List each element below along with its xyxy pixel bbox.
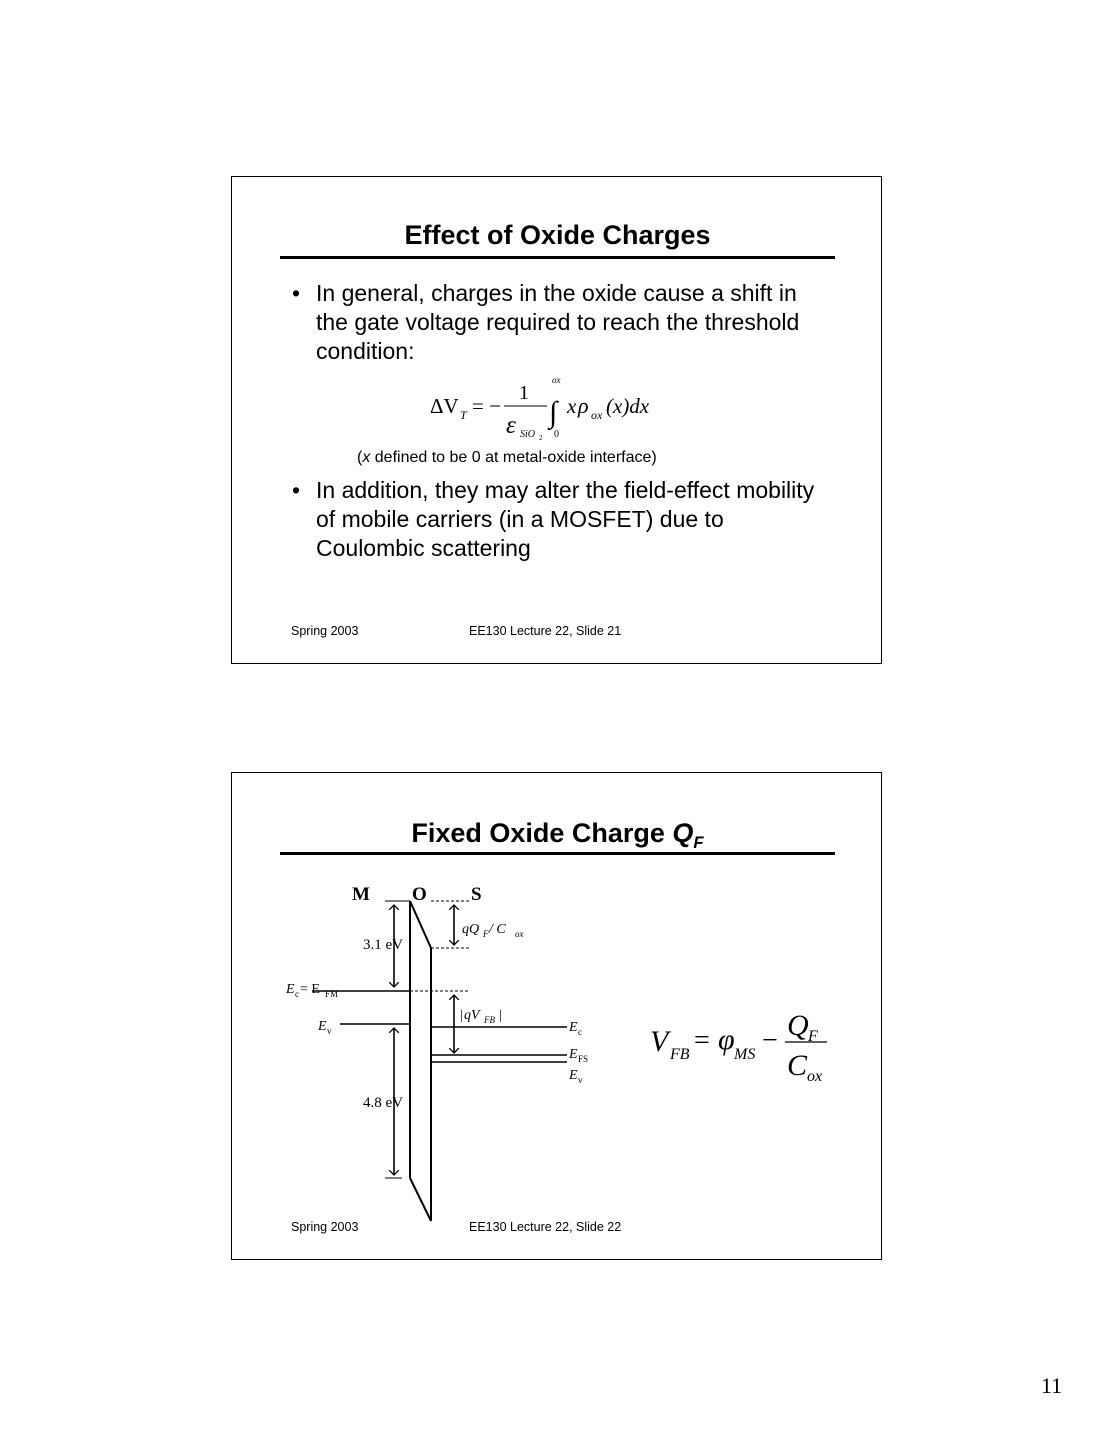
label-efm-eq: = E: [300, 982, 320, 997]
threshold-shift-equation: [422, 373, 672, 445]
eq-equals: =: [694, 1025, 710, 1056]
note-open: (: [357, 449, 363, 466]
label-3-1-ev: 3.1 eV: [363, 937, 403, 953]
label-metal: M: [352, 884, 370, 905]
footer-slide-id: EE130 Lecture 22, Slide 21: [469, 624, 622, 638]
bullet-item: [292, 476, 832, 563]
slide-22: [231, 772, 882, 1260]
eq-c-sub: ox: [807, 1068, 823, 1085]
eq-rest: (x)dx: [606, 394, 650, 418]
footer-date: Spring 2003: [291, 1220, 359, 1234]
eq-v-sub: FB: [670, 1046, 690, 1063]
page-number: 11: [1041, 1373, 1063, 1398]
equation-note: [357, 448, 657, 468]
eq-minus: −: [762, 1025, 778, 1056]
eq-x: x: [567, 394, 577, 418]
label-ev-left: E: [318, 1019, 327, 1034]
label-ev-left-sub: v: [327, 1026, 332, 1036]
eq-phi-sub: MS: [734, 1046, 756, 1063]
label-ev-right: E: [569, 1068, 578, 1083]
eq-integral: ∫: [549, 396, 558, 429]
label-qqf-sub: F: [483, 929, 489, 939]
bullet-dot: •: [292, 280, 301, 306]
eq-lhs: ΔV: [430, 394, 459, 418]
eq-q-sub: F: [808, 1028, 818, 1045]
title-underline: [280, 256, 835, 259]
eq-rho-sub: ox: [591, 408, 603, 422]
label-semiconductor: S: [471, 884, 482, 905]
title-text: Fixed Oxide Charge: [411, 818, 673, 848]
label-qqf-ox: ox: [515, 929, 524, 939]
label-qvfb-bar-right: |: [499, 1008, 502, 1023]
label-4-8-ev: 4.8 eV: [363, 1095, 403, 1111]
eq-denominator: ε: [506, 412, 516, 439]
label-ec-right-sub: c: [578, 1027, 582, 1037]
mos-band-diagram: [232, 773, 883, 1261]
eq-den-sub2: 2: [539, 434, 543, 442]
bullet-text: In addition, they may alter the field-effect mobility of mobile carriers (in a MOSFET) due to Coulombic scattering: [316, 477, 815, 561]
eq-q: Q: [787, 1009, 809, 1042]
label-ec-left-sub: c: [295, 989, 299, 999]
label-qvfb-bar-left: |: [460, 1008, 463, 1023]
eq-phi: φ: [718, 1023, 735, 1056]
flatband-equation: [650, 1009, 827, 1085]
slide-21: [231, 176, 882, 664]
label-qqf: qQ: [462, 922, 480, 937]
eq-den-sub: SiO: [520, 429, 535, 440]
note-x: x: [362, 449, 371, 466]
eq-v: V: [650, 1025, 669, 1058]
bullet-item: [292, 279, 832, 366]
label-efs-sub: FS: [578, 1054, 589, 1064]
eq-rho: ρ: [578, 393, 589, 418]
label-oxide: O: [412, 884, 427, 905]
label-ec-right: E: [569, 1020, 578, 1035]
label-efs: E: [569, 1047, 578, 1062]
label-efm-sub: FM: [325, 989, 339, 999]
slide-title: Effect of Oxide Charges: [404, 220, 711, 250]
label-qqf-slash: / C: [489, 922, 506, 937]
eq-int-lower: 0: [554, 429, 559, 440]
oxide-conduction-slope: [410, 901, 431, 948]
eq-int-upper: ox: [552, 375, 561, 385]
bullet-text: In general, charges in the oxide cause a shift in the gate voltage required to reach the threshold condition:: [316, 280, 800, 364]
label-qvfb: qV: [464, 1008, 480, 1023]
label-ec-left: E: [286, 982, 295, 997]
note-text: defined to be 0 at metal-oxide interface): [370, 449, 657, 466]
title-q: Q: [672, 818, 694, 848]
eq-numerator: 1: [519, 382, 529, 404]
eq-lhs-sub: T: [460, 408, 467, 422]
footer-date: Spring 2003: [291, 624, 359, 638]
label-qvfb-sub: FB: [484, 1015, 495, 1025]
eq-equals: = −: [472, 394, 501, 418]
oxide-valence-slope: [410, 1178, 431, 1221]
footer-slide-id: EE130 Lecture 22, Slide 22: [469, 1220, 622, 1234]
label-ev-right-sub: v: [578, 1075, 583, 1085]
title-q-sub: F: [693, 832, 704, 852]
bullet-dot: •: [292, 477, 301, 503]
eq-c: C: [787, 1049, 808, 1082]
